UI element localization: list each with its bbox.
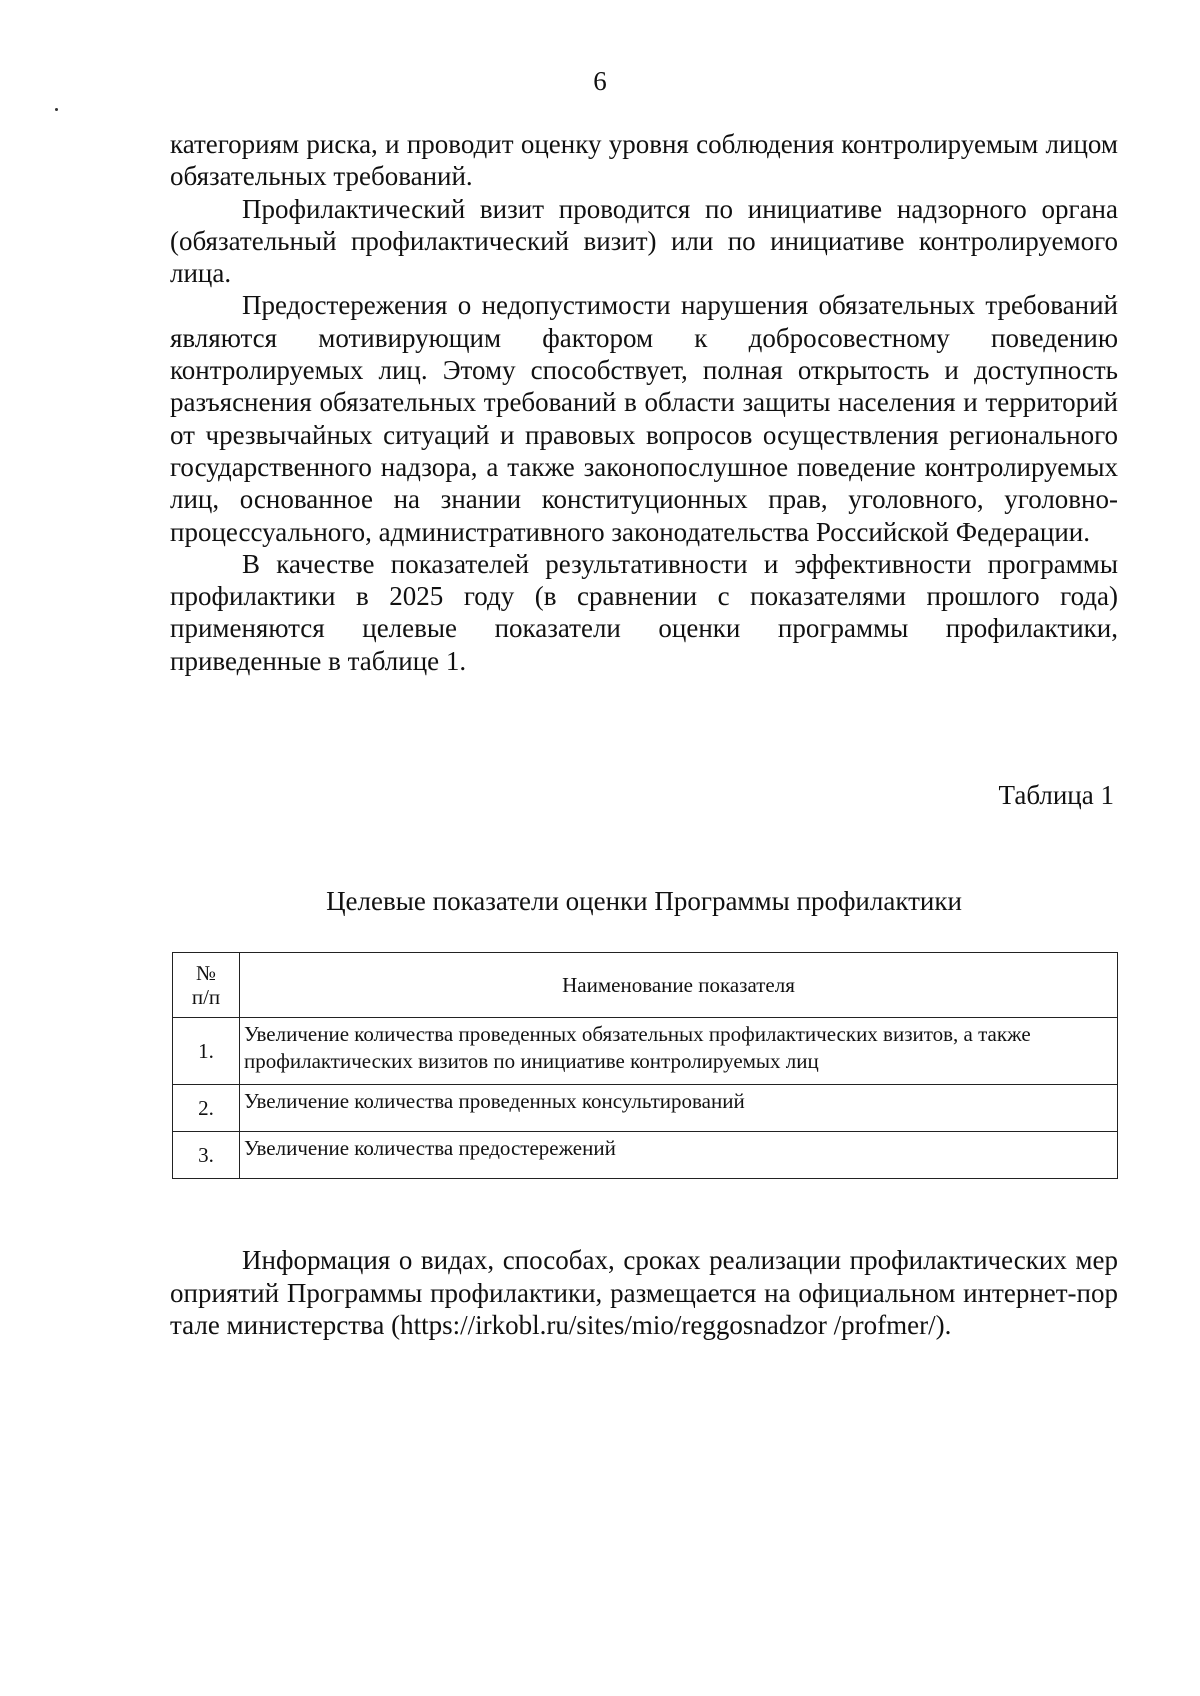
table-title: Целевые показатели оценки Программы профилактики (326, 886, 962, 916)
table-header-row (173, 953, 1118, 1018)
row-indicator: Увеличение количества предостережений (240, 1132, 1118, 1179)
body-text (170, 128, 1118, 677)
table-row (173, 1132, 1118, 1179)
header-name: Наименование показателя (240, 953, 1118, 1018)
indicators-table (172, 952, 1118, 1179)
paragraph-visit: Профилактический визит проводится по инициативе надзорного органа (обязательный профилактический визит) или по инициативе контролируемого лица. (170, 193, 1118, 289)
header-number (173, 953, 240, 1018)
table-row (173, 1085, 1118, 1132)
page-number: 6 (593, 66, 607, 96)
table-caption: Таблица 1 (998, 780, 1114, 810)
row-number: 3. (173, 1132, 240, 1179)
footer-paragraph: Информация о видах, способах, сроках реализации профилактических мероприятий Программы профилактики, размещается на официальном интернет-портале министерства (https://irkobl.ru/sites/mio/reggosnadzor /profmer/). (170, 1245, 1118, 1340)
header-number-sub: п/п (191, 985, 221, 1009)
header-number-sign: № (195, 961, 217, 985)
paragraph-continuation: категориям риска, и проводит оценку уровня соблюдения контролируемым лицом обязательных требований. (170, 129, 1118, 192)
row-number: 2. (173, 1085, 240, 1132)
paragraph-indicators: В качестве показателей результативности и эффективности программы профилактики в 2025 году (в сравнении с показателями прошлого года) применяются целевые показатели оценки программы профилактики, приведенные в таблице 1. (170, 548, 1118, 676)
row-indicator: Увеличение количества проведенных обязательных профилактических визитов, а также профилактических визитов по инициативе контролируемых лиц (240, 1018, 1118, 1085)
row-indicator: Увеличение количества проведенных консультирований (240, 1085, 1118, 1132)
row-number: 1. (173, 1018, 240, 1085)
paragraph-warnings: Предостережения о недопустимости нарушения обязательных требований являются мотивирующим фактором к добросовестному поведению контролируемых лиц. Этому способствует, полная открытость и доступность разъяснения обязательных требований в области защиты населения и территорий от чрезвычайных ситуаций и правовых вопросов осуществления регионального государственного надзора, а также законопослушное поведение контролируемых лиц, основанное на знании конституционных прав, уголовного, уголовно-процессуального, административного законодательства Российской Федерации. (170, 290, 1118, 547)
table-row (173, 1018, 1118, 1085)
scan-speck (55, 108, 58, 111)
